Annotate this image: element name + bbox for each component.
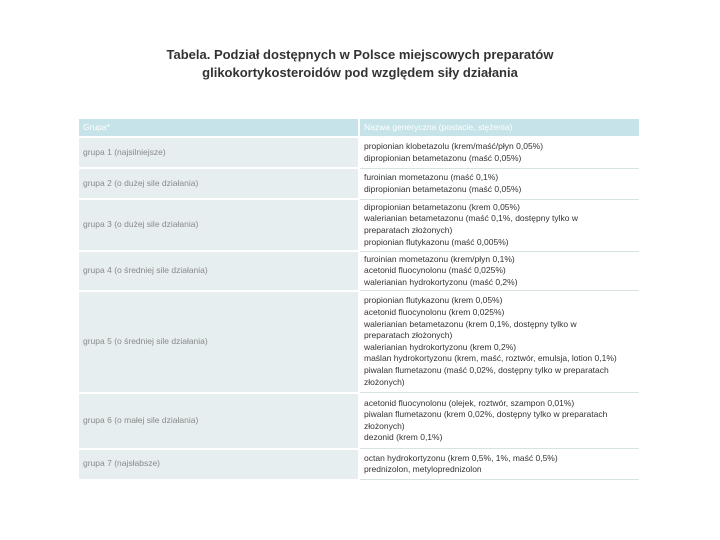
drug-line: walerianian betametazonu (maść 0,1%, dostępny tylko w bbox=[364, 213, 579, 224]
group-cell: grupa 4 (o średniej sile działania) bbox=[79, 251, 359, 291]
drug-line: propionian klobetazolu (krem/maść/płyn 0,05%) bbox=[364, 141, 544, 152]
drug-line: złożonych) bbox=[364, 376, 405, 387]
drug-cell bbox=[359, 291, 639, 393]
table-row bbox=[79, 251, 639, 291]
title-line-2: glikokortykosteroidów pod względem siły działania bbox=[202, 65, 518, 80]
drug-line: prednizolon, metyloprednizolon bbox=[364, 464, 482, 475]
drug-line: dipropionian betametazonu (maść 0,05%) bbox=[364, 152, 522, 163]
drug-line: propionian flutykazonu (maść 0,005%) bbox=[364, 236, 509, 247]
header-generic-name: Nazwa generyczna (postacie, stężenia) bbox=[359, 119, 639, 137]
drug-cell bbox=[359, 137, 639, 168]
drug-line: preparatach złożonych) bbox=[364, 330, 453, 341]
drug-line: piwalan flumetazonu (krem 0,02%, dostępny tylko w preparatach bbox=[364, 409, 608, 420]
drug-line: walerianian betametazonu (krem 0,1%, dostępny tylko w bbox=[364, 318, 577, 329]
drug-line: furoinian mometazonu (krem/płyn 0,1%) bbox=[364, 253, 515, 264]
drug-line: acetonid fluocynolonu (krem 0,025%) bbox=[364, 307, 505, 317]
drug-line: acetonid fluocynolonu (olejek, roztwór, szampon 0,01%) bbox=[364, 397, 575, 408]
table-row bbox=[79, 168, 639, 199]
group-cell: grupa 3 (o dużej sile działania) bbox=[79, 199, 359, 251]
drug-line: złożonych) bbox=[364, 420, 405, 431]
drug-line: piwalan flumetazonu (maść 0,02%, dostępny tylko w preparatach bbox=[364, 364, 609, 375]
table-row bbox=[79, 199, 639, 251]
steroid-potency-table bbox=[79, 119, 639, 481]
drug-line: dezonid (krem 0,1%) bbox=[364, 432, 443, 443]
table-header-row bbox=[79, 119, 639, 137]
table-row bbox=[79, 291, 639, 393]
drug-line: octan hydrokortyzonu (krem 0,5%, 1%, maść 0,5%) bbox=[364, 452, 558, 463]
title-line-1: Tabela. Podział dostępnych w Polsce miejscowych preparatów bbox=[166, 47, 554, 62]
drug-line: preparatach złożonych) bbox=[364, 225, 453, 235]
group-cell: grupa 7 (najsłabsze) bbox=[79, 449, 359, 480]
group-cell: grupa 5 (o średniej sile działania) bbox=[79, 291, 359, 393]
table-row bbox=[79, 137, 639, 168]
group-cell: grupa 2 (o dużej sile działania) bbox=[79, 168, 359, 199]
drug-line: walerianian hydrokortyzonu (krem 0,2%) bbox=[364, 341, 517, 352]
drug-cell bbox=[359, 199, 639, 251]
drug-cell bbox=[359, 449, 639, 480]
header-group: Grupa* bbox=[79, 119, 359, 137]
table-title bbox=[0, 46, 720, 82]
group-cell: grupa 1 (najsilniejsze) bbox=[79, 137, 359, 168]
table-row bbox=[79, 449, 639, 480]
drug-line: maślan hydrokortyzonu (krem, maść, roztwór, emulsja, lotion 0,1%) bbox=[364, 353, 617, 364]
drug-line: dipropionian betametazonu (krem 0,05%) bbox=[364, 201, 520, 212]
drug-line: walerianian hydrokortyzonu (maść 0,2%) bbox=[364, 276, 518, 287]
drug-line: furoinian mometazonu (maść 0,1%) bbox=[364, 171, 499, 182]
drug-cell bbox=[359, 393, 639, 449]
drug-cell bbox=[359, 251, 639, 291]
drug-line: propionian flutykazonu (krem 0,05%) bbox=[364, 295, 503, 306]
group-cell: grupa 6 (o małej sile działania) bbox=[79, 393, 359, 449]
drug-line: dipropionian betametazonu (maść 0,05%) bbox=[364, 183, 522, 194]
drug-line: acetonid fluocynolonu (maść 0,025%) bbox=[364, 265, 506, 276]
drug-cell bbox=[359, 168, 639, 199]
table-row bbox=[79, 393, 639, 449]
